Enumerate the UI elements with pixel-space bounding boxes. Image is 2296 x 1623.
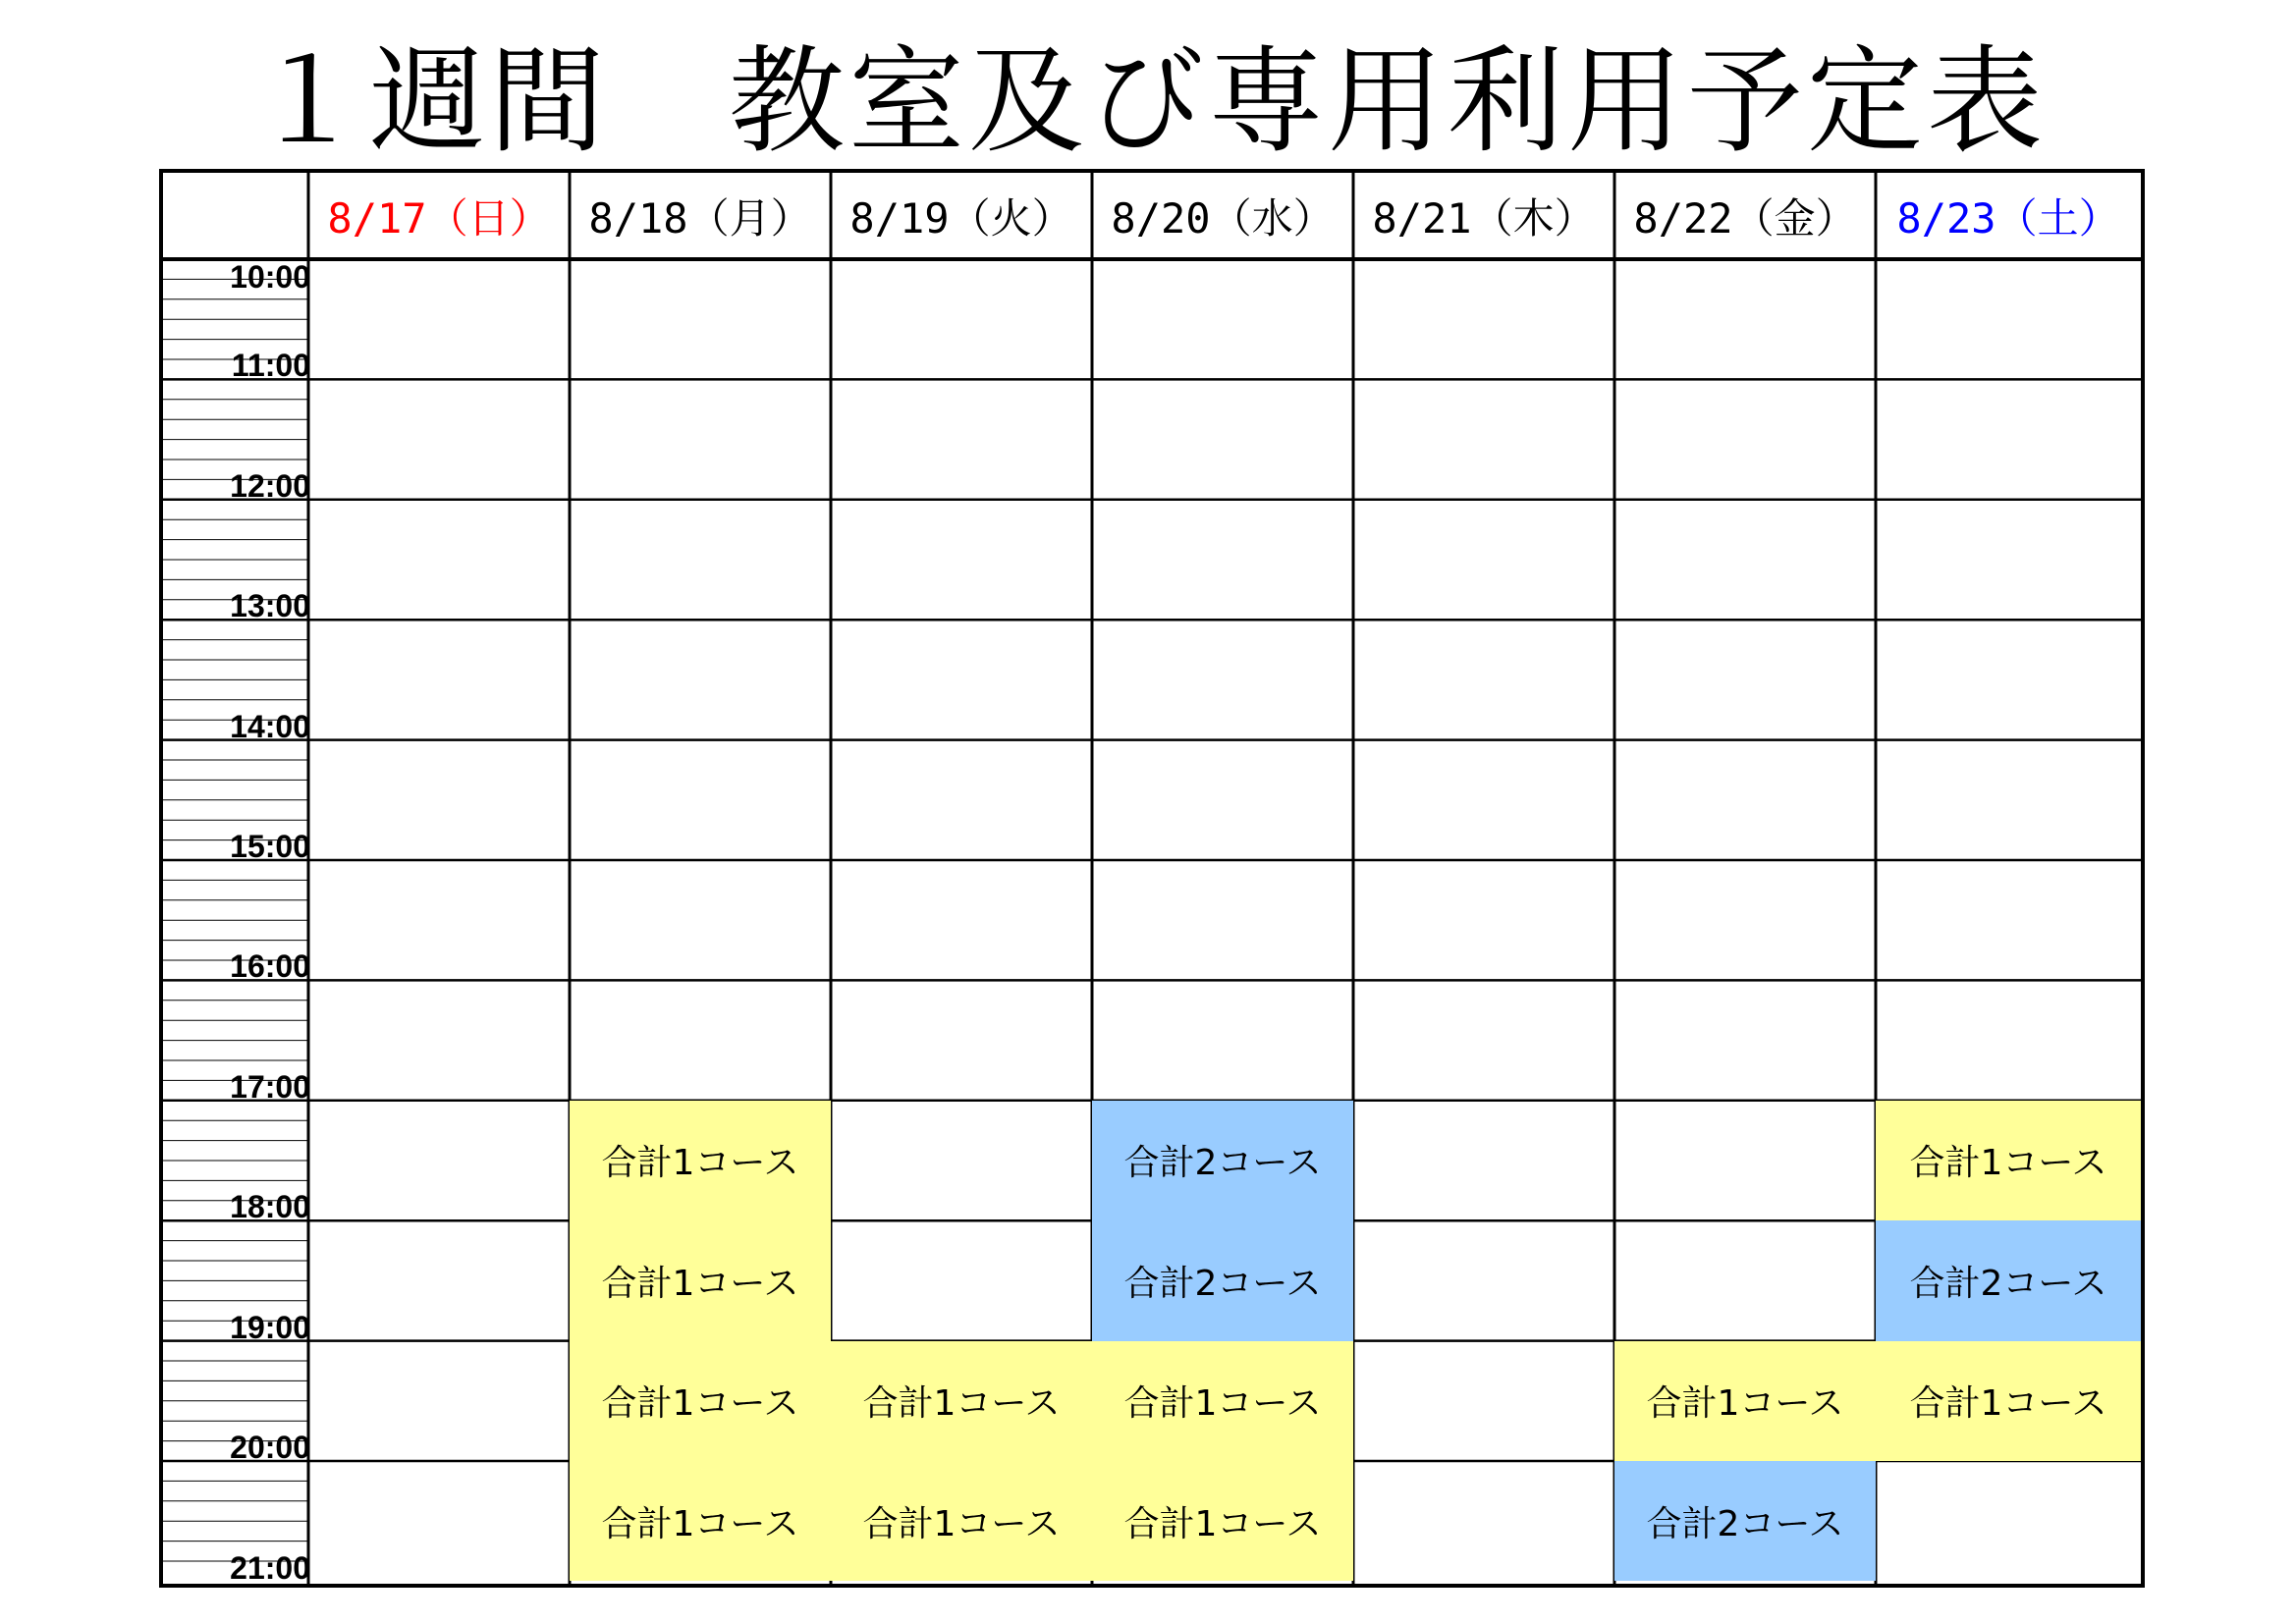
schedule-table [159, 169, 2145, 1588]
booking-cell: 合計2コース [1876, 1220, 2141, 1340]
time-label: 18:00 [230, 1189, 310, 1225]
booking-cell: 合計1コース [1876, 1101, 2141, 1220]
day-header: 8/20（水） [1111, 194, 1335, 243]
time-label: 15:00 [230, 829, 310, 864]
time-label: 20:00 [230, 1430, 310, 1465]
booking-cell: 合計2コース [1092, 1101, 1353, 1220]
booking-cell: 合計1コース [1092, 1461, 1353, 1581]
booking-cell: 合計1コース [1614, 1341, 1876, 1461]
time-label: 12:00 [230, 467, 310, 504]
time-label: 16:00 [230, 948, 310, 985]
time-label: 17:00 [230, 1068, 310, 1105]
day-header: 8/21（木） [1372, 194, 1596, 243]
booking-cell: 合計1コース [570, 1461, 831, 1581]
booking-cell: 合計1コース [831, 1341, 1092, 1461]
booking-cell: 合計2コース [1614, 1461, 1876, 1581]
time-label: 10:00 [230, 259, 310, 295]
day-header: 8/17（日） [327, 194, 551, 243]
time-label: 14:00 [230, 708, 310, 744]
day-header: 8/18（月） [588, 194, 812, 243]
time-label: 21:00 [230, 1550, 310, 1586]
day-header: 8/23（土） [1896, 194, 2120, 243]
booking-cell: 合計2コース [1092, 1220, 1353, 1340]
day-header: 8/19（火） [849, 194, 1073, 243]
booking-cell: 合計1コース [831, 1461, 1092, 1581]
time-label: 11:00 [231, 348, 310, 384]
day-header: 8/22（金） [1633, 194, 1857, 243]
page-title: １週間 教室及び専用利用予定表 [248, 33, 2047, 169]
booking-cell: 合計1コース [570, 1341, 831, 1461]
time-label: 13:00 [230, 588, 310, 624]
booking-cell: 合計1コース [1092, 1341, 1353, 1461]
booking-cell: 合計1コース [570, 1101, 831, 1220]
booking-cell: 合計1コース [570, 1220, 831, 1340]
booking-cell: 合計1コース [1876, 1341, 2141, 1461]
time-label: 19:00 [230, 1309, 310, 1345]
